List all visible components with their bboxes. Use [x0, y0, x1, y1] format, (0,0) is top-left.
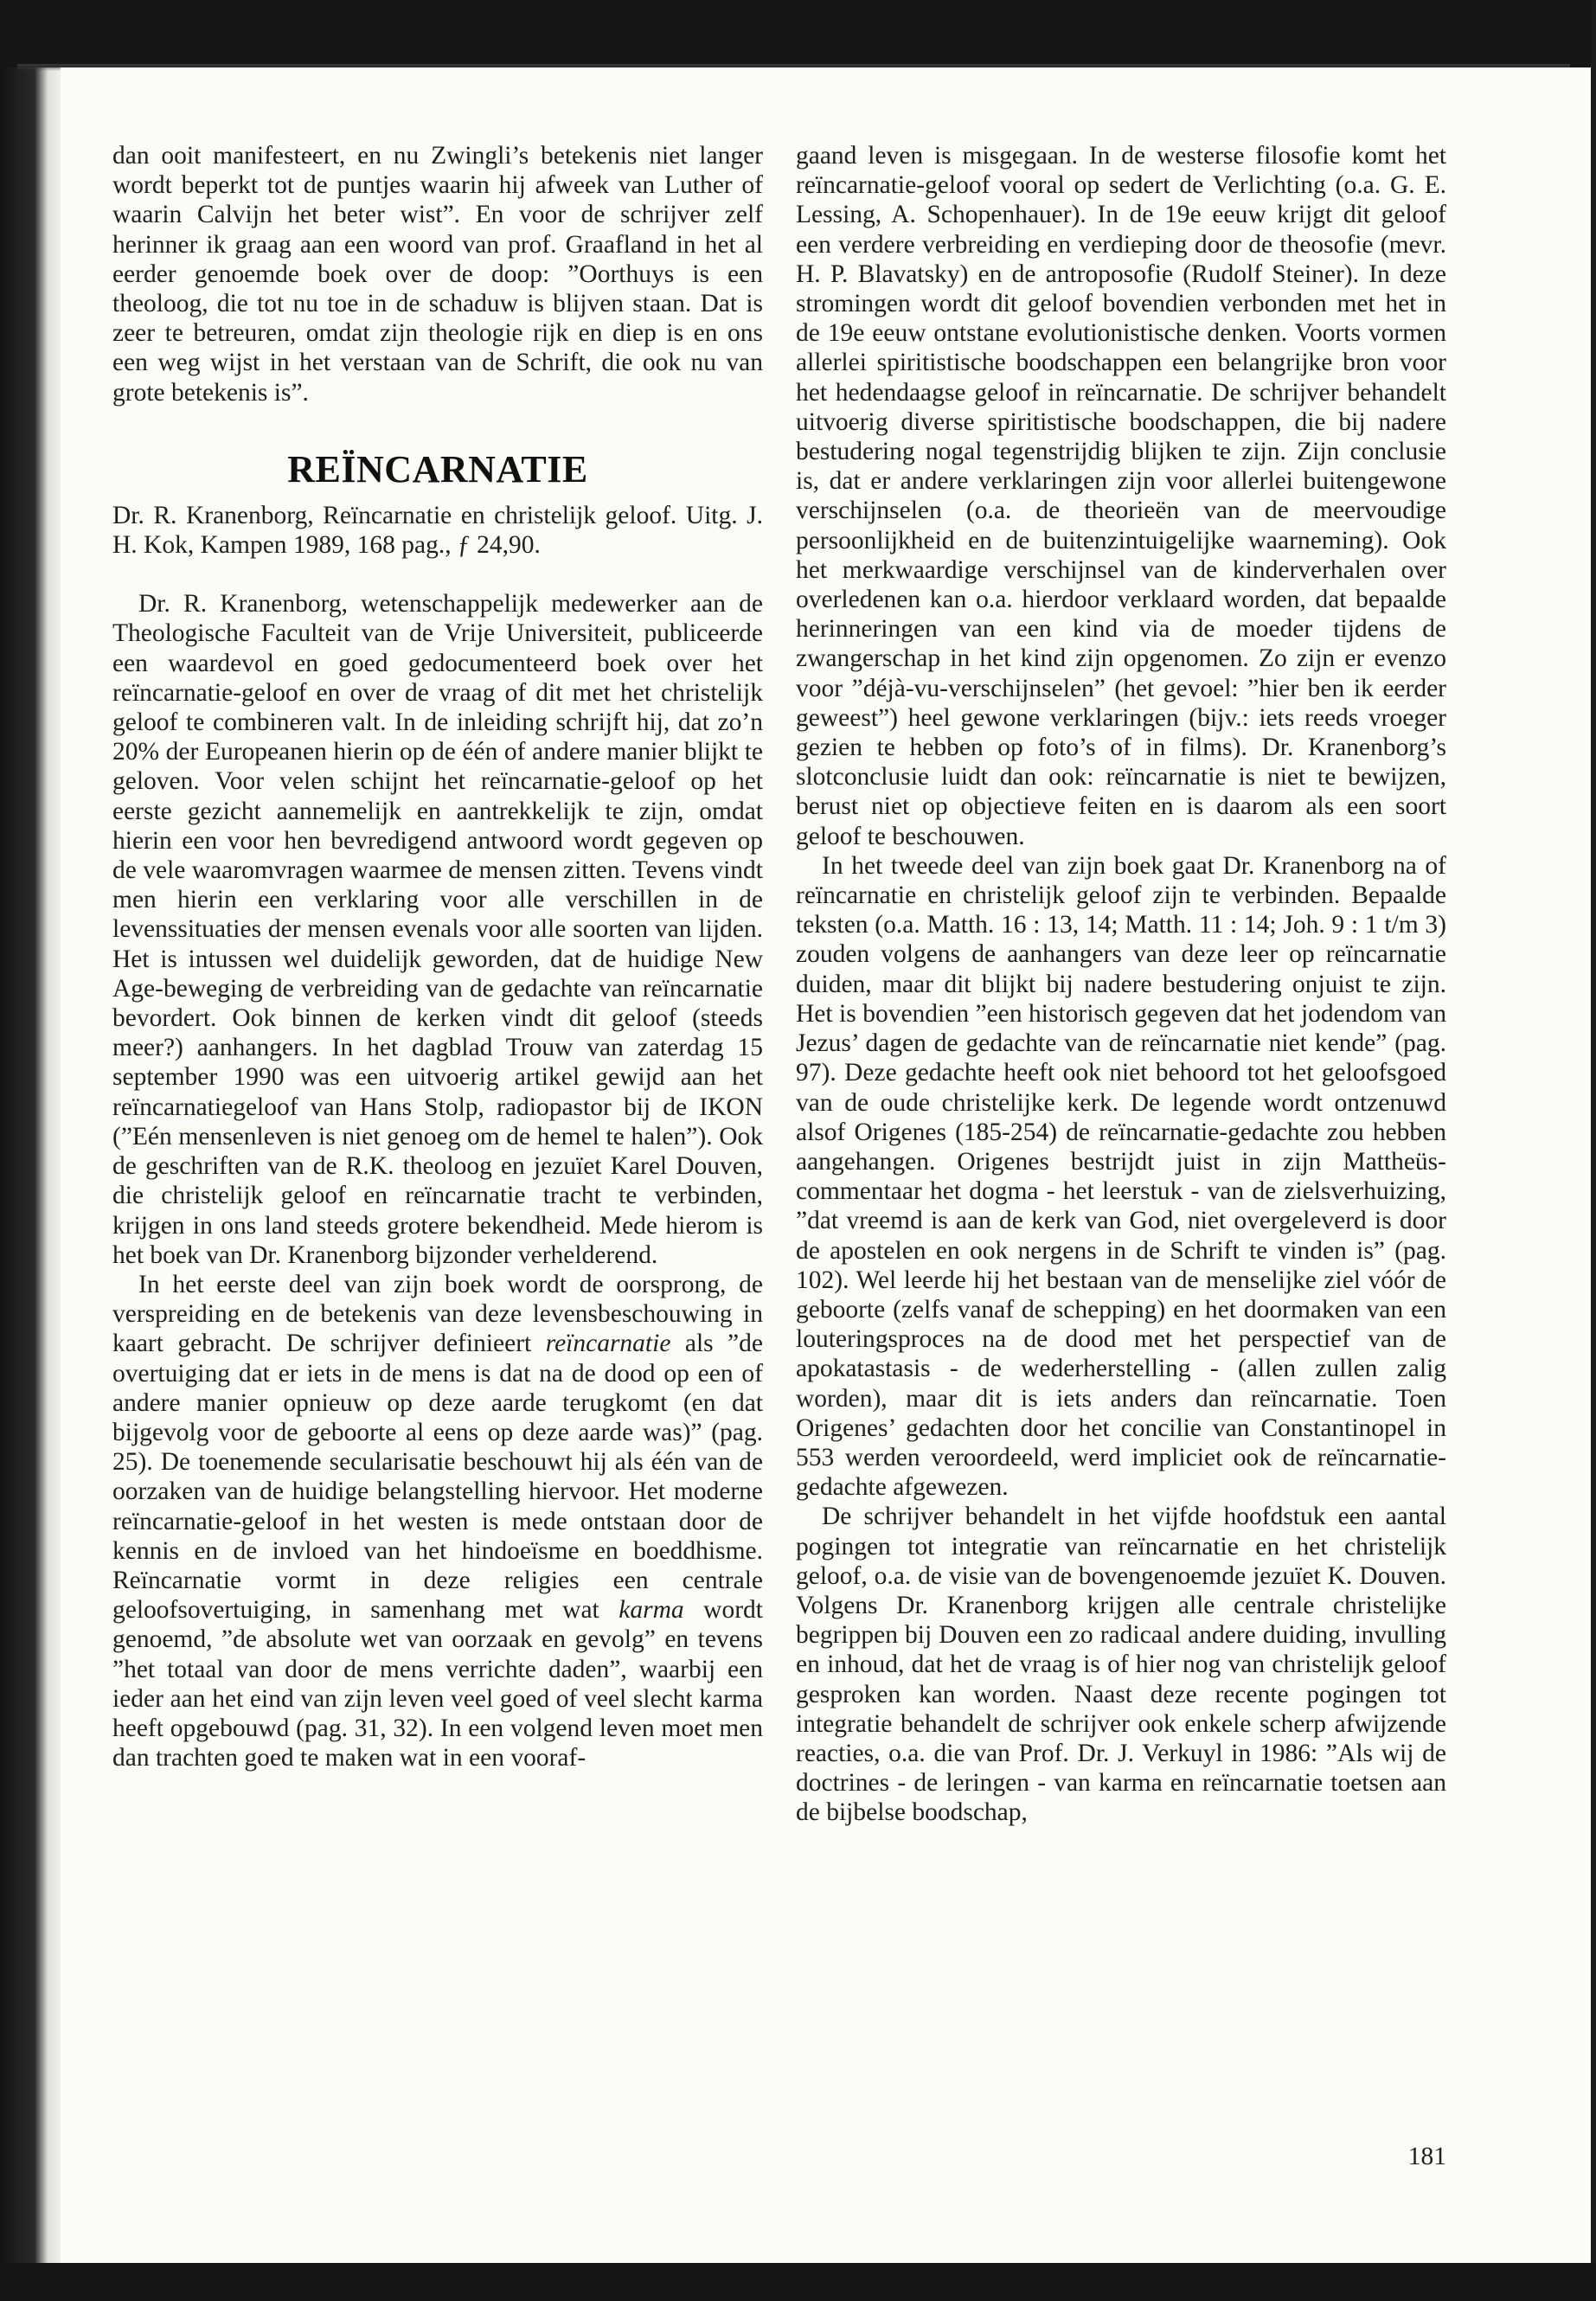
right-column — [796, 141, 1446, 1828]
body-paragraph-4: In het tweede deel van zijn boek gaat Dr. Kranenborg na of reïncarnatie en christelijk geloof zijn te verbinden. Bepaalde teksten (o.a. Matth. 16 : 13, 14; Matth. 11 : 14; Joh. 9 : 1 t/m 3) zouden volgens de aanhangers van deze leer op reïncarnatie duiden, maar dit blijkt bij nadere bestudering onjuist te zijn. Het is bovendien ”een historisch gegeven dat het jodendom van Jezus’ dagen de gedachte van de reïncarnatie niet kende” (pag. 97). Deze gedachte heeft ook niet behoord tot het geloofsgoed van de oude christelijke kerk. De legende wordt ontzenuwd alsof Origenes (185-254) de reïncarnatie-gedachte zou hebben aangehangen. Origenes bestrijdt juist in zijn Mattheüs-commentaar het dogma - het leerstuk - van de zielsverhuizing, ”dat vreemd is aan de kerk van God, niet overgeleverd is door de apostelen en ook nergens in de Schrift te vinden is” (pag. 102). Wel leerde hij het bestaan van de menselijke ziel vóór de geboorte (zelfs vanaf de schepping) en het doormaken van een louteringsproces na de dood met het perspectief van de apokatastasis - de wederherstelling - (allen zullen zalig worden), maar dit is iets anders dan reïncarnatie. Toen Origenes’ gedachten door het concilie van Constantinopel in 553 werden veroordeeld, werd impliciet ook de reïncarnatie-gedachte afgewezen. — [796, 851, 1446, 1502]
magazine-page — [61, 67, 1587, 2263]
scan-right-edge — [1591, 0, 1596, 2301]
paragraph-2-text-middle: als ”de overtuiging dat er iets in de mens is dat na de dood op een of andere manier opnieuw op deze aarde terugkomt (en dat bijgevolg voor de geboorte al eens op deze aarde was)” (pag. 25). De toenemende secularisatie beschouwt hij als één van de oorzaken van de huidige belangstelling hiervoor. Het moderne reïncarnatie-geloof in het westen is mede ontstaan door de kennis en de invloed van het hindoeïsme en boeddhisme. Reïncarnatie vormt in deze religies een centrale geloofsovertuiging, in samenhang met wat — [112, 1330, 763, 1625]
term-karma: karma — [619, 1596, 684, 1625]
scan-top-edge — [0, 0, 1596, 67]
body-paragraph-2 — [112, 1270, 763, 1772]
body-paragraph-3: gaand leven is misgegaan. In de westerse filosofie komt het reïncarnatie-geloof vooral op sedert de Verlichting (o.a. G. E. Lessing, A. Schopenhauer). In de 19e eeuw krijgt dit geloof een verdere verbreiding en verdieping door de theosofie (mevr. H. P. Blavatsky) en de antroposofie (Rudolf Steiner). In deze stromingen wordt dit geloof bovendien verbonden met het in de 19e eeuw ontstane evolutionistische denken. Voorts vormen allerlei spiritistische boodschappen een belangrijke bron voor het hedendaagse geloof in reïncarnatie. De schrijver behandelt uitvoerig diverse spiritistische boodschappen, die bij nadere bestudering nogal tegenstrijdig blijken te zijn. Zijn conclusie is, dat er andere verklaringen zijn voor allerlei buitengewone verschijnselen (o.a. de theorieën van de meervoudige persoonlijkheid en de buitenzintuigelijke waarneming). Ook het merkwaardige verschijnsel van de kinderverhalen over overledenen kan o.a. hierdoor verklaard worden, dat bepaalde herinneringen van een kind via de moeder tijdens de zwangerschap in het kind zijn opgenomen. Zo zijn er evenzo voor ”déjà-vu-verschijnselen” (het gevoel: ”hier ben ik eerder geweest”) heel gewone verklaringen (bijv.: iets reeds vroeger gezien te hebben op foto’s of in films). Dr. Kranenborg’s slotconclusie luidt dan ook: reïncarnatie is niet te bewijzen, berust niet op objectieve feiten en is daarom als een soort geloof te beschouwen. — [796, 142, 1446, 850]
book-reference: Dr. R. Kranenborg, Reïncarnatie en christelijk geloof. Uitg. J. H. Kok, Kampen 1989, 168 pag., ƒ 24,90. — [112, 501, 763, 560]
section-heading: REÏNCARNATIE — [287, 447, 588, 490]
paragraph-2-text-end: wordt genoemd, ”de absolute wet van oorzaak en gevolg” en tevens ”het totaal van door de mens verrichte daden”, waarbij een ieder aan het eind van zijn leven veel goed of veel slecht karma heeft opgebouwd (pag. 31, 32). In een volgend leven moet men dan trachten goed te maken wat in een vooraf- — [112, 1596, 763, 1772]
intro-paragraph: dan ooit manifesteert, en nu Zwingli’s betekenis niet langer wordt beperkt tot de puntjes waarin hij afweek van Luther of waarin Calvijn het beter wist”. En voor de schrijver zelf herinner ik graag aan een woord van prof. Graafland in het al eerder genoemde boek over de doop: ”Oorthuys is een theoloog, die tot nu toe in de schaduw is blijven staan. Dat is zeer te betreuren, omdat zijn theologie rijk en diep is en ons een weg wijst in het verstaan van de Schrift, die ook nu van grote betekenis is”. — [112, 142, 763, 407]
term-reincarnatie: reïncarnatie — [545, 1330, 671, 1358]
body-paragraph-5: De schrijver behandelt in het vijfde hoofdstuk een aantal pogingen tot integratie van reïncarnatie en het christelijk geloof, o.a. de visie van de bovengenoemde jezuïet K. Douven. Volgens Dr. Kranenborg krijgen alle centrale christelijke begrippen bij Douven een zo radicaal andere duiding, invulling en inhoud, dat het de vraag is of hier nog van christelijk geloof gesproken kan worden. Naast deze recente pogingen tot integratie behandelt de schrijver ook enkele scherp afwijzende reacties, o.a. die van Prof. Dr. J. Verkuyl in 1986: ”Als wij de doctrines - de leringen - van karma en reïncarnatie toetsen aan de bijbelse boodschap, — [796, 1503, 1446, 1827]
paragraph-spacer — [112, 560, 763, 589]
page-number: 181 — [1407, 2143, 1446, 2170]
paragraph-2-text-start: In het eerste deel van zijn boek wordt de oorsprong, de verspreiding en de betekenis van deze levensbeschouwing in kaart gebracht. De schrijver definieert — [112, 1270, 763, 1358]
left-column — [112, 141, 763, 1772]
scan-bottom-edge — [0, 2263, 1596, 2301]
body-paragraph-1: Dr. R. Kranenborg, wetenschappelijk medewerker aan de Theologische Faculteit van de Vrije Universiteit, publiceerde een waardevol en goed gedocumenteerd boek over het reïncarnatie-geloof en over de vraag of dit met het christelijk geloof te combineren valt. In de inleiding schrijft hij, dat zo’n 20% der Europeanen hierin op de één of andere manier blijkt te geloven. Voor velen schijnt het reïncarnatie-geloof op het eerste gezicht aannemelijk en aantrekkelijk te zijn, omdat hierin een voor hen bevredigend antwoord wordt gegeven op de vele waaromvragen waarmee de mensen zitten. Tevens vindt men hierin een verklaring voor alle verschillen in de levenssituaties der mensen evenals voor alle soorten van lijden. Het is intussen wel duidelijk geworden, dat de huidige New Age-beweging de verbreiding van de gedachte van reïncarnatie bevordert. Ook binnen de kerken vindt dit geloof (steeds meer?) aanhangers. In het dagblad Trouw van zaterdag 15 september 1990 was een uitvoerig artikel gewijd aan het reïncarnatiegeloof van Hans Stolp, radiopastor bij de IKON (”Eén mensenleven is niet genoeg om de hemel te halen”). Ook de geschriften van de R.K. theoloog en jezuïet Karel Douven, die christelijk geloof en reïncarnatie tracht te verbinden, krijgen in ons land steeds grotere bekendheid. Mede hierom is het boek van Dr. Kranenborg bijzonder verhelderend. — [112, 590, 763, 1269]
